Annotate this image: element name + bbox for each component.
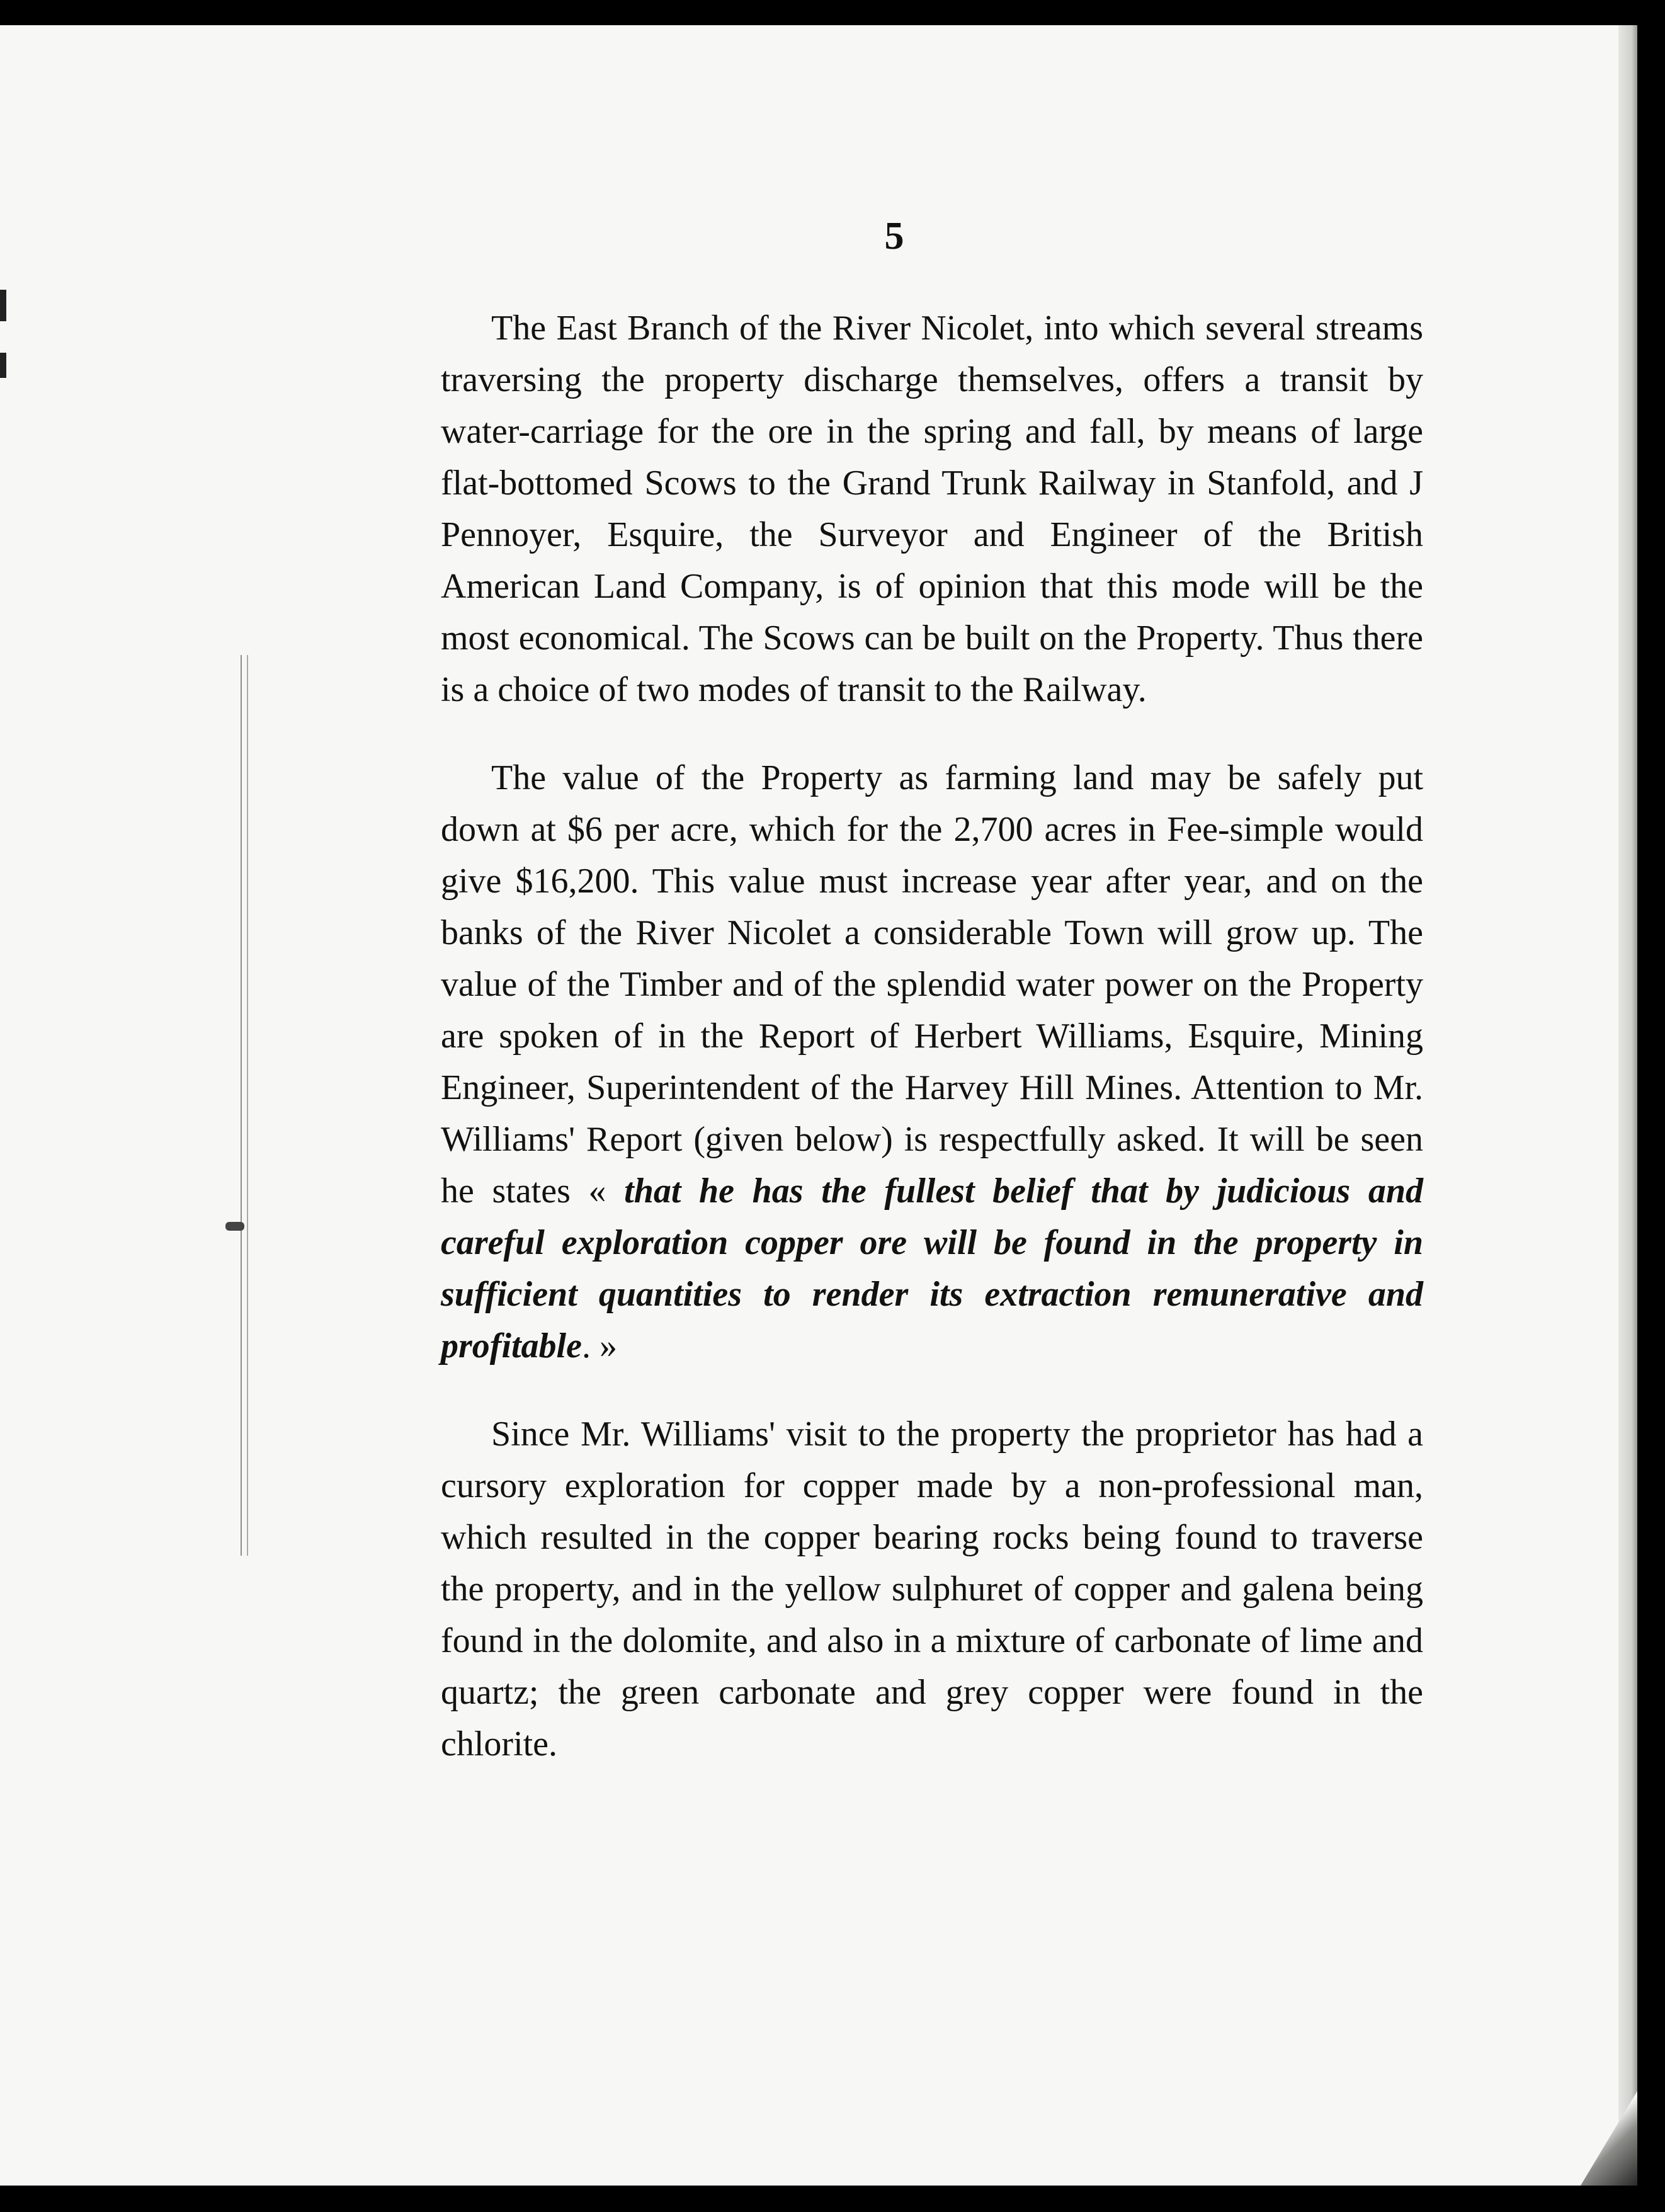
- paragraph-2-end: . »: [581, 1326, 617, 1365]
- body-text: [441, 302, 1423, 1770]
- binding-thread: [241, 655, 248, 1556]
- paragraph-2-text: The value of the Property as farming land may be safely put down at $6 per acre, which for the 2,700 acres in Fee-simple would give $16,200. This value must increase year after year, and on the banks of the River Nicolet a considerable Town will grow up. The value of the Timber and of the splendid water power on the Property are spoken of in the Report of Herbert Williams, Esquire, Mining Engineer, Superintendent of the Harvey Hill Mines. Attention to Mr. Williams' Report (given below) is respectfully asked. It will be seen he states «: [441, 758, 1423, 1211]
- page-corner: [1581, 2091, 1637, 2186]
- page-edge: [1618, 25, 1637, 2186]
- paragraph-1: The East Branch of the River Nicolet, into which several streams traversing the property discharge themselves, offers a transit by water-carriage for the ore in the spring and fall, by means of large flat-bottomed Scows to the Grand Trunk Railway in Stanfold, and J Pennoyer, Esquire, the Surveyor and Engineer of the British American Land Company, is of opinion that this mode will be the most economical. The Scows can be built on the Property. Thus there is a choice of two modes of transit to the Railway.: [441, 309, 1423, 709]
- document-page: [0, 25, 1637, 2186]
- paragraph-3: Since Mr. Williams' visit to the property the proprietor has had a cursory exploration for copper made by a non-professional man, which resulted in the copper bearing rocks being found to traverse the property, and in the yellow sulphuret of copper and galena being found in the dolomite, and also in a mixture of carbonate of lime and quartz; the green carbonate and grey copper were found in the chlorite.: [441, 1415, 1423, 1764]
- paragraph-2-quote: that he has the fullest belief that by judicious and careful exploration copper ore will be found in the property in sufficient quantities to render its extraction remunerative and profitable: [441, 1172, 1423, 1365]
- binding-knot: [225, 1222, 244, 1231]
- page-number: 5: [884, 215, 904, 258]
- margin-mark: [0, 290, 6, 321]
- margin-mark: [0, 353, 6, 378]
- paragraph-2: [441, 752, 1423, 1372]
